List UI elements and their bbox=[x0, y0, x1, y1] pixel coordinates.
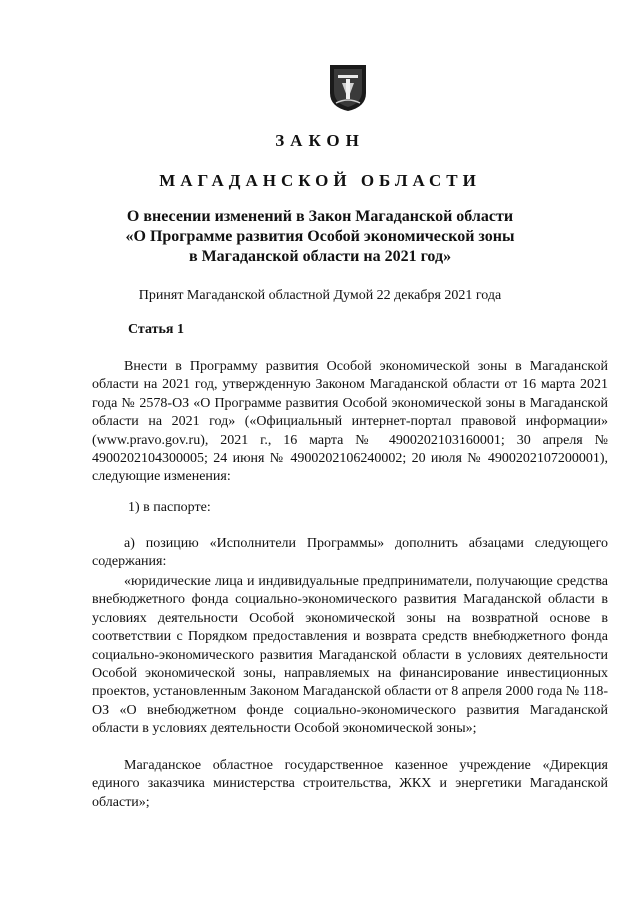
quoted-paragraph-2: Магаданское областное государственное казенное учреждение «Дирекция единого заказчика министерства строительства, ЖКХ и энергетики Магаданской области»; bbox=[92, 758, 608, 810]
item-a-paragraph: а) позицию «Исполнители Программы» дополнить абзацами следующего содержания: bbox=[92, 536, 608, 570]
law-title bbox=[60, 207, 580, 267]
document-type-heading: ЗАКОН bbox=[275, 131, 365, 150]
law-title-line: «О Программе развития Особой экономической зоны bbox=[125, 228, 515, 245]
law-title-line: О внесении изменений в Закон Магаданской области bbox=[126, 208, 514, 225]
article-heading: Статья 1 bbox=[128, 322, 184, 337]
coat-of-arms-emblem bbox=[328, 63, 368, 113]
item-1-paragraph: 1) в паспорте: bbox=[128, 500, 211, 515]
quoted-paragraph-1: «юридические лица и индивидуальные предприниматели, получающие средства внебюджетного фонда социально-экономического развития Магаданской области в условиях деятельности Особой экономической зоны на возвратной основе в соответствии с Порядком предоставления и возврата средств внебюджетного фонда социально-экономического развития Магаданской области в условиях деятельности Особой экономической зоны, направляемых на финансирование инвестиционных проектов, установленным Законом Магаданской области от 8 апреля 2000 года № 118-ОЗ «О внебюджетном фонде социально-экономического развития Магаданской области в условиях деятельности Особой экономической зоны»; bbox=[92, 574, 608, 737]
region-heading: МАГАДАНСКОЙ ОБЛАСТИ bbox=[159, 171, 481, 190]
intro-paragraph: Внести в Программу развития Особой экономической зоны в Магаданской области на 2021 год, утвержденную Законом Магаданской области от 16 марта 2021 года № 2578-ОЗ «О Программе развития Особой экономической зоны в Магаданской области на 2021 год» («Официальный интернет-портал правовой информации» (www.pravo.gov.ru), 2021 г., 16 марта № 4900202103160001; 30 апреля № 4900202104300005; 24 июня № 4900202106240002; 20 июля № 4900202107200001), следующие изменения: bbox=[92, 359, 608, 485]
law-title-line: в Магаданской области на 2021 год» bbox=[188, 248, 452, 265]
adoption-line: Принят Магаданской областной Думой 22 декабря 2021 года bbox=[138, 288, 502, 303]
